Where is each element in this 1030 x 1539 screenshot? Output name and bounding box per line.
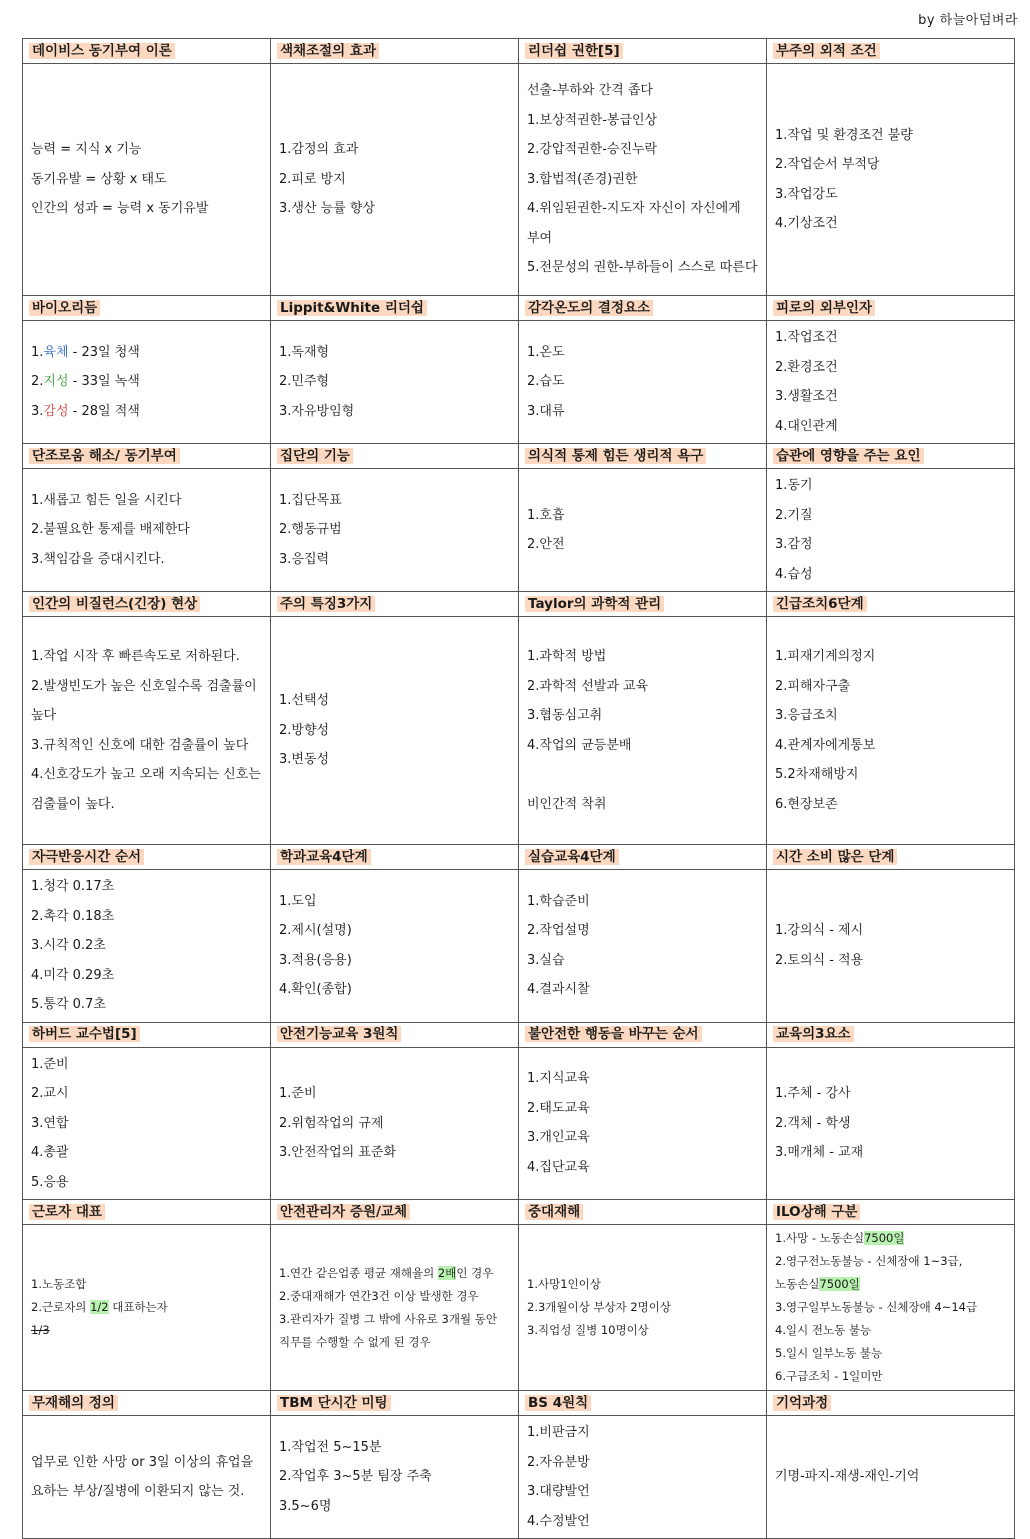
cell-title: 안전관리자 증원/교체 [271,1200,519,1225]
cell-title: 자극반응시간 순서 [23,845,271,870]
cell-title: 중대재해 [519,1200,767,1225]
cell-body: 1.육체 - 23일 청색 2.지성 - 33일 녹색 3.감성 - 28일 적색 [23,321,271,444]
cell-body: 1.피재기계의정지 2.피해자구출 3.응급조치 4.관계자에게통보 5.2차재해방지 6.현장보존 [767,617,1015,845]
cell-body: 1.새롭고 힘든 일을 시킨다 2.불필요한 통제를 배제한다 3.책임감을 증대시킨다. [23,469,271,592]
cell-title: 인간의 비질런스(긴장) 현상 [23,592,271,617]
cell-title: 의식적 통제 힘든 생리적 욕구 [519,444,767,469]
cell-body: 1.선택성 2.방향성 3.변동성 [271,617,519,845]
cell-title: ILO상해 구분 [767,1200,1015,1225]
cell-body: 1.작업조건 2.환경조건 3.생활조건 4.대인관계 [767,321,1015,444]
cell-title: 주의 특징3가지 [271,592,519,617]
section-1-body-row [23,64,1015,296]
cell-body: 능력 = 지식 x 기능 동기유발 = 상황 x 태도 인간의 성과 = 능력 x 동기유발 [23,64,271,296]
cell-body: 1.지식교육 2.태도교육 3.개인교육 4.집단교육 [519,1047,767,1200]
cell-body: 1.집단목표 2.행동규범 3.응집력 [271,469,519,592]
cell-body: 1.주체 - 강사 2.객체 - 학생 3.매개체 - 교재 [767,1047,1015,1200]
cell-body: 기명-파지-재생-재인-기억 [767,1416,1015,1539]
section-5-header-row [23,845,1015,870]
cell-title: 교육의3요소 [767,1022,1015,1047]
cell-title: Lippit&White 리더쉽 [271,296,519,321]
cell-body: 1.동기 2.기질 3.감정 4.습성 [767,469,1015,592]
credit-text: by 하늘아덤벼라 [918,13,1018,28]
cell-title: BS 4원칙 [519,1391,767,1416]
section-4-body-row [23,617,1015,845]
cell-body: 1.독재형 2.민주형 3.자유방임형 [271,321,519,444]
section-3-header-row [23,444,1015,469]
cell-body: 1.과학적 방법 2.과학적 선발과 교육 3.협동심고취 4.작업의 균등분배 비인간적 착취 [519,617,767,845]
section-5-body-row [23,870,1015,1023]
cell-title: 단조로움 해소/ 동기부여 [23,444,271,469]
cell-title: 리더쉽 권한[5] [519,39,767,64]
cell-title: 시간 소비 많은 단계 [767,845,1015,870]
cell-title: 기억과정 [767,1391,1015,1416]
section-3-body-row [23,469,1015,592]
cell-title: 피로의 외부인자 [767,296,1015,321]
cell-title: 하버드 교수법[5] [23,1022,271,1047]
summary-table [22,38,1015,1539]
cell-title: 바이오리듬 [23,296,271,321]
section-4-header-row [23,592,1015,617]
cell-title: 감각온도의 결정요소 [519,296,767,321]
cell-title: 색채조절의 효과 [271,39,519,64]
cell-body: 1.준비 2.위험작업의 규제 3.안전작업의 표준화 [271,1047,519,1200]
cell-body: 1.감정의 효과 2.피로 방지 3.생산 능률 향상 [271,64,519,296]
section-6-header-row [23,1022,1015,1047]
section-8-header-row [23,1391,1015,1416]
section-7-header-row [23,1200,1015,1225]
section-2-header-row [23,296,1015,321]
cell-body: 1.강의식 - 제시 2.토의식 - 적용 [767,870,1015,1023]
section-6-body-row [23,1047,1015,1200]
cell-title: 무재해의 정의 [23,1391,271,1416]
cell-body: 선출-부하와 간격 좁다 1.보상적권한-봉급인상 2.강압적권한-승진누락 3.합법적(존경)권한 4.위임된권한-지도자 자신이 자신에게 부여 5.전문성의 권한-부하들이 스스로 따른다 [519,64,767,296]
cell-title: 안전기능교육 3원칙 [271,1022,519,1047]
cell-body: 1.비판금지 2.자유분방 3.대량발언 4.수정발언 [519,1416,767,1539]
cell-body: 1.작업 및 환경조건 불량 2.작업순서 부적당 3.작업강도 4.기상조건 [767,64,1015,296]
cell-body: 1.준비 2.교시 3.연합 4.총괄 5.응용 [23,1047,271,1200]
cell-body: 1.호흡 2.안전 [519,469,767,592]
cell-title: 습관에 영향을 주는 요인 [767,444,1015,469]
cell-title: 집단의 기능 [271,444,519,469]
cell-title: 긴급조치6단계 [767,592,1015,617]
cell-title: Taylor의 과학적 관리 [519,592,767,617]
cell-body: 1.작업 시작 후 빠른속도로 저하된다. 2.발생빈도가 높은 신호일수록 검출률이 높다 3.규칙적인 신호에 대한 검출률이 높다 4.신호강도가 높고 오래 지속되는 신호는 검출률이 높다. [23,617,271,845]
cell-title: 학과교육4단계 [271,845,519,870]
cell-title: 부주의 외적 조건 [767,39,1015,64]
cell-title: 불안전한 행동을 바꾸는 순서 [519,1022,767,1047]
cell-body: 1.사망1인이상 2.3개월이상 부상자 2명이상 3.직업성 질병 10명이상 [519,1225,767,1391]
cell-title: 데이비스 동기부여 이론 [23,39,271,64]
section-7-body-row [23,1225,1015,1391]
cell-body: 1.청각 0.17초 2.촉각 0.18초 3.시각 0.2초 4.미각 0.29초 5.통각 0.7초 [23,870,271,1023]
cell-body: 1.온도 2.습도 3.대류 [519,321,767,444]
cell-body: 1.노동조합 2.근로자의 1/2 대표하는자 1/3 [23,1225,271,1391]
section-2-body-row [23,321,1015,444]
cell-body: 1.작업전 5~15분 2.작업후 3~5분 팀장 주축 3.5~6명 [271,1416,519,1539]
cell-body: 1.도입 2.제시(설명) 3.적용(응용) 4.확인(종합) [271,870,519,1023]
cell-title: 근로자 대표 [23,1200,271,1225]
section-8-body-row [23,1416,1015,1539]
cell-body: 1.학습준비 2.작업설명 3.실습 4.결과시찰 [519,870,767,1023]
cell-title: TBM 단시간 미팅 [271,1391,519,1416]
cell-title: 실습교육4단계 [519,845,767,870]
cell-body: 1.사망 - 노동손실7500일 2.영구전노동불능 - 신체장애 1~3급, 노동손실7500일 3.영구일부노동불능 - 신체장애 4~14급 4.일시 전노동 불능 5.일시 일부노동 불능 6.구급조치 - 1일미만 [767,1225,1015,1391]
cell-body: 업무로 인한 사망 or 3일 이상의 휴업을 요하는 부상/질병에 이환되지 않는 것. [23,1416,271,1539]
section-1-header-row [23,39,1015,64]
cell-body: 1.연간 같은업종 평균 재해율의 2배인 경우 2.중대재해가 연간3건 이상 발생한 경우 3.관리자가 질병 그 밖에 사유로 3개월 동안 직무를 수행할 수 없게 된 경우 [271,1225,519,1391]
